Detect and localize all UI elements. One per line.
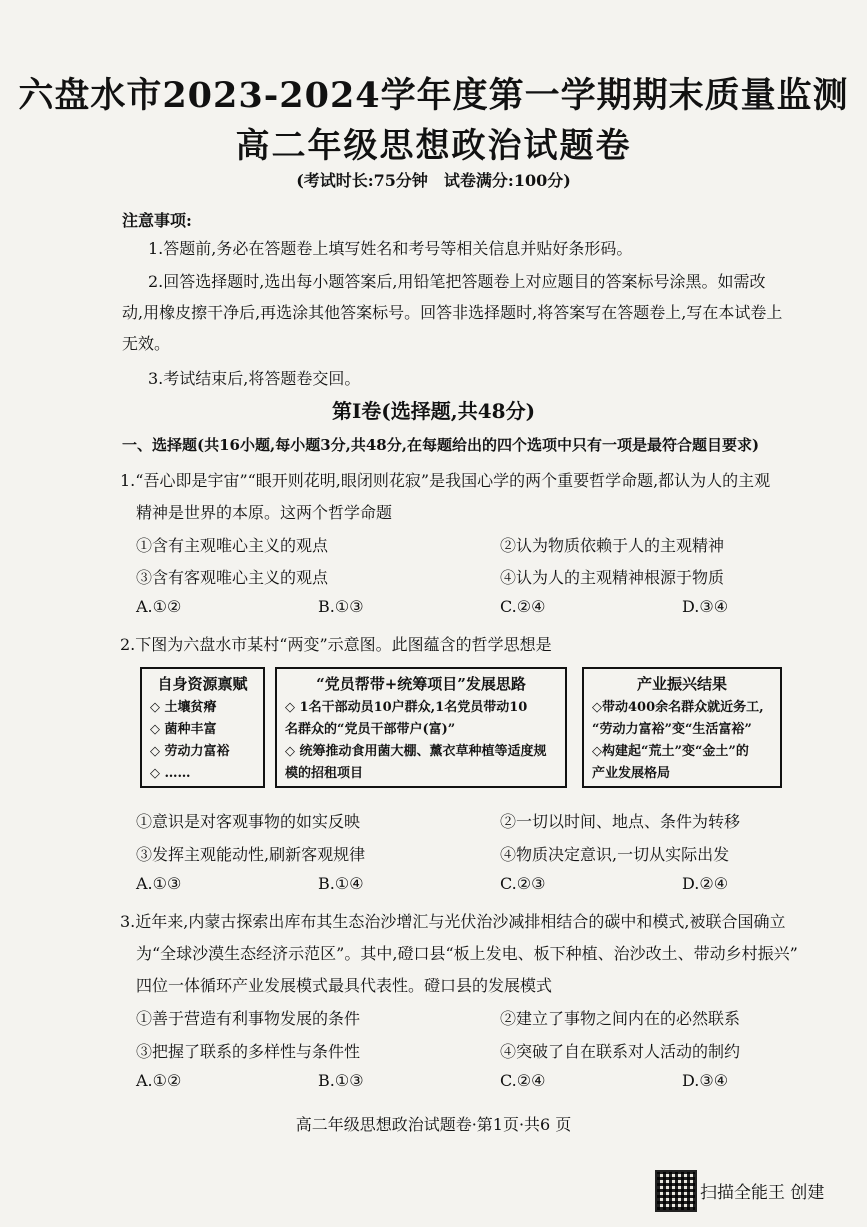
box-item: ◇ 菌种丰富 [150,722,217,737]
q1-choice-d: D.③④ [682,597,729,616]
q3-choice-d: D.③④ [682,1071,729,1090]
section-title: 第Ⅰ卷(选择题,共48分) [331,399,536,423]
box-item: ◇ 劳动力富裕 [150,744,230,759]
box-item: ◇构建起“荒土”变“金土”的 [592,744,749,759]
q3-option-4: ④突破了自在联系对人活动的制约 [500,1042,741,1061]
q2-choice-d: D.②④ [682,874,729,893]
q3-stem-line-1: 3.近年来,内蒙古探索出库布其生态治沙增汇与光伏治沙减排相结合的碳中和模式,被联合国确立 [120,912,786,931]
q3-choice-c: C.②④ [500,1071,546,1090]
notice-line-3: 3.考试结束后,将答题卷交回。 [148,369,361,388]
notice-line-2c: 无效。 [122,334,171,353]
box-title: 产业振兴结果 [636,675,727,693]
box-title: 自身资源禀赋 [157,675,248,693]
qr-code-icon [655,1170,697,1212]
notice-line-1: 1.答题前,务必在答题卷上填写姓名和考号等相关信息并贴好条形码。 [148,239,633,258]
q1-stem-line-2: 精神是世界的本原。这两个哲学命题 [136,503,393,522]
q2-choice-a: A.①③ [136,874,182,893]
q3-stem-line-3: 四位一体循环产业发展模式最具代表性。磴口县的发展模式 [136,976,553,995]
box-item: 名群众的“党员干部带户(富)” [285,722,456,737]
q2-choice-b: B.①④ [318,874,364,893]
diagram-box-results [582,667,782,788]
exam-subject-title: 高二年级思想政治试题卷 [235,126,632,166]
q1-stem-line-1: 1.“吾心即是宇宙”“眼开则花明,眼闭则花寂”是我国心学的两个重要哲学命题,都认为人的主观 [120,471,771,490]
notice-heading: 注意事项: [122,211,192,230]
scanner-watermark: 扫描全能王 创建 [700,1183,825,1203]
box-item: ◇ 1名干部动员10户群众,1名党员带动10 [285,700,528,715]
box-item: ◇带动400余名群众就近务工, [592,700,764,715]
exam-duration-info: (考试时长:75分钟 试卷满分:100分) [296,171,571,190]
q2-option-3: ③发挥主观能动性,刷新客观规律 [136,845,366,864]
diagram-box-resources [140,667,265,788]
q3-choice-a: A.①② [136,1071,182,1090]
q2-stem: 2.下图为六盘水市某村“两变”示意图。此图蕴含的哲学思想是 [120,635,552,654]
q3-option-2: ②建立了事物之间内在的必然联系 [500,1009,741,1028]
q1-choice-c: C.②④ [500,597,546,616]
q2-option-2: ②一切以时间、地点、条件为转移 [500,812,741,831]
q2-choice-c: C.②③ [500,874,546,893]
q3-option-3: ③把握了联系的多样性与条件性 [136,1042,361,1061]
box-item: ◇ 统筹推动食用菌大棚、薰衣草种植等适度规 [285,744,547,759]
page-footer: 高二年级思想政治试题卷·第1页·共6 页 [295,1115,572,1134]
q2-option-4: ④物质决定意识,一切从实际出发 [500,845,730,864]
box-title: “党员帮带+统筹项目”发展思路 [316,675,526,693]
q2-option-1: ①意识是对客观事物的如实反映 [136,812,361,831]
box-item: “劳动力富裕”变“生活富裕” [592,722,752,737]
q3-choice-b: B.①③ [318,1071,364,1090]
box-item: 模的招租项目 [285,766,364,781]
q1-option-4: ④认为人的主观精神根源于物质 [500,568,725,587]
exam-title: 六盘水市2023-2024学年度第一学期期末质量监测 [18,75,849,116]
part-heading: 一、选择题(共16小题,每小题3分,共48分,在每题给出的四个选项中只有一项是最符合题目要求) [122,436,760,454]
notice-line-2a: 2.回答选择题时,选出每小题答案后,用铅笔把答题卷上对应题目的答案标号涂黑。如需改 [148,272,766,291]
q1-choice-b: B.①③ [318,597,364,616]
q1-option-1: ①含有主观唯心主义的观点 [136,536,329,555]
box-item: ◇ 土壤贫瘠 [150,700,217,715]
q1-option-3: ③含有客观唯心主义的观点 [136,568,329,587]
q3-stem-line-2: 为“全球沙漠生态经济示范区”。其中,磴口县“板上发电、板下种植、治沙改土、带动乡村振兴” [136,944,798,963]
notice-line-2b: 动,用橡皮擦干净后,再选涂其他答案标号。回答非选择题时,将答案写在答题卷上,写在本试卷上 [122,303,783,322]
q3-option-1: ①善于营造有利事物发展的条件 [136,1009,361,1028]
box-item: ◇ …… [150,766,191,781]
box-item: 产业发展格局 [592,766,671,781]
q1-choice-a: A.①② [136,597,182,616]
diagram-box-approach [275,667,567,788]
q1-option-2: ②认为物质依赖于人的主观精神 [500,536,725,555]
